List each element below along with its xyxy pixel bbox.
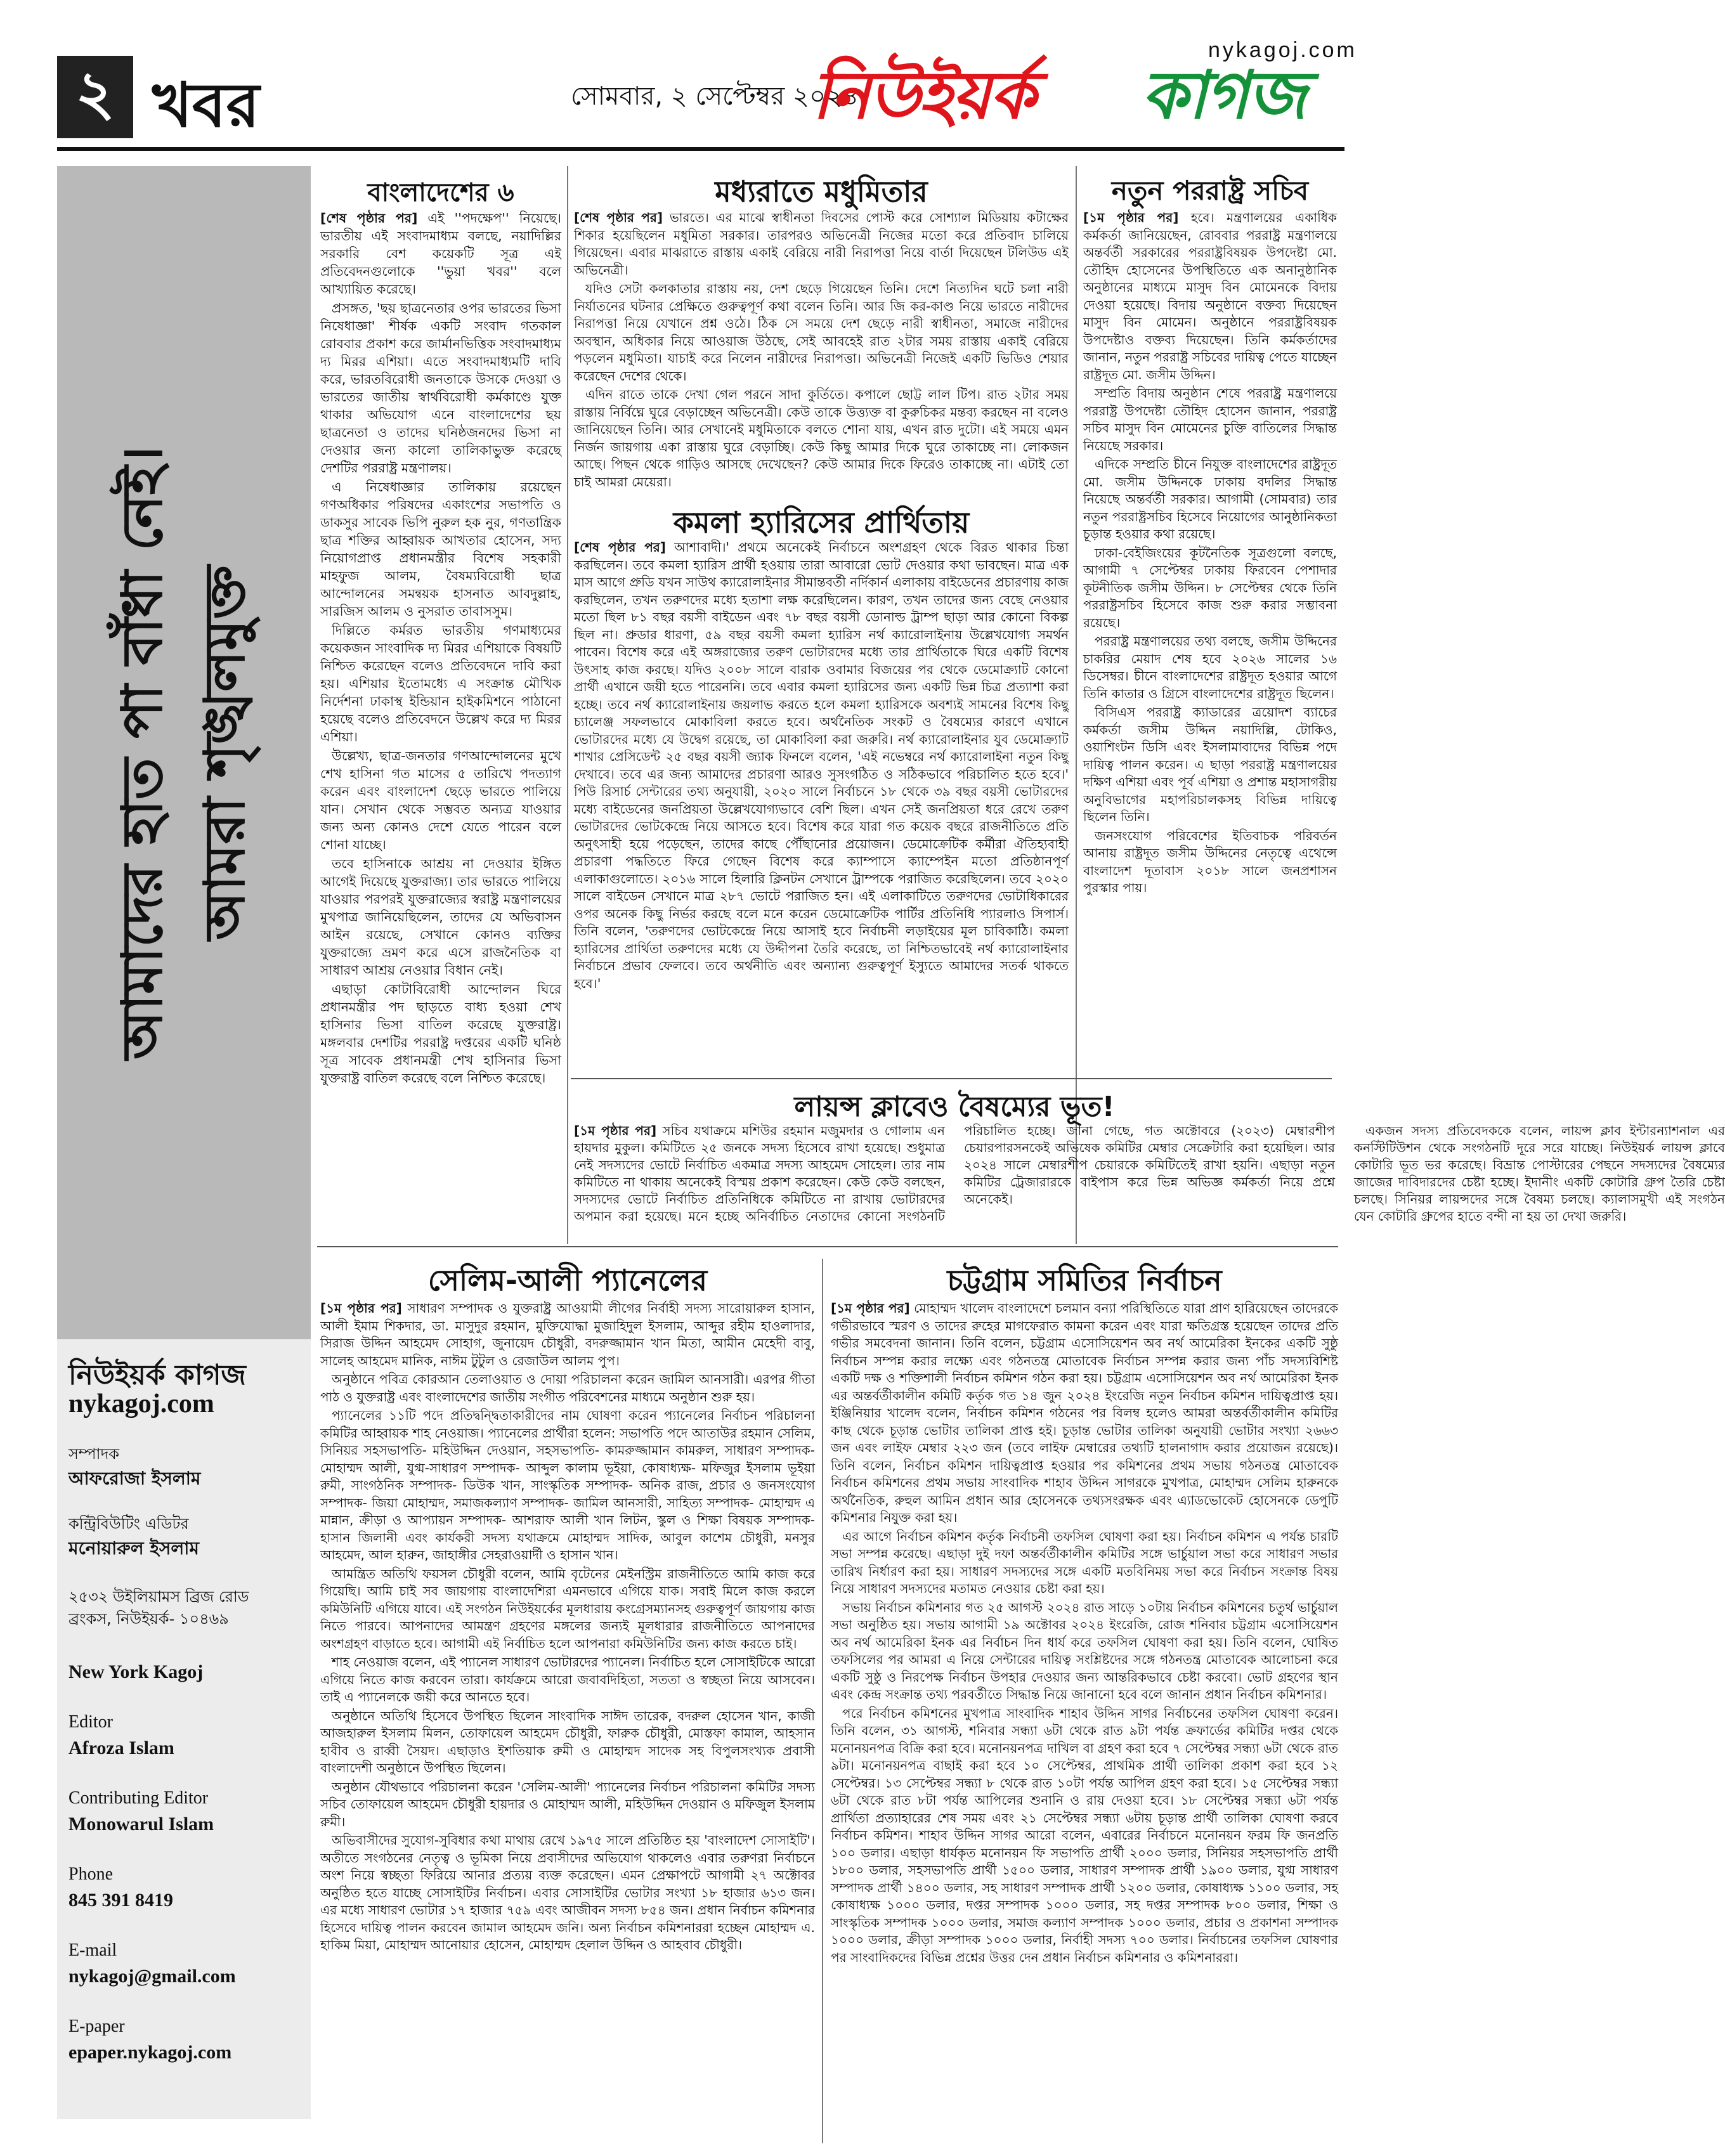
- article-lead: [শেষ পৃষ্ঠার পর]: [320, 211, 418, 226]
- slogan-wrap: [57, 166, 311, 1339]
- paragraph: উল্লেখ্য, ছাত্র-জনতার গণআন্দোলনের মুখে শেখ হাসিনা গত মাসের ৫ তারিখে পদত্যাগ করেন এবং বাংলাদেশ ছেড়ে ভারতে পালিয়ে যান। সেখান থেকে সম্ভবত অন্যত্র যাওয়ার জন্য অন্য কোনও দেশে যেতে পারেন বলে শোনা যাচ্ছে।: [320, 748, 561, 852]
- contrib-label: Contributing Editor: [68, 1788, 209, 1808]
- editor-label-bn: সম্পাদক: [68, 1445, 120, 1463]
- paragraph: সম্প্রতি বিদায় অনুষ্ঠান শেষে পররাষ্ট্র মন্ত্রণালয়ে পররাষ্ট্র উপদেষ্টা তৌহিদ হোসেন জানান, পররাষ্ট্র সচিব মাসুদ বিন মোমেনের চুক্তি বাতিলের সিদ্ধান্ত নিয়েছে সরকার।: [1083, 386, 1337, 453]
- paragraph: সচিব যথাক্রমে মশিউর রহমান মজুমদার ও গোলাম এন হায়দার মুকুল। কমিটিতে ২৫ জনকে সদস্য হিসেবে রাখা হয়েছে। শুধুমাত্র নেই সদস্যদের ভোটে নির্বাচিত একমাত্র সদস্য আহমেদ সোহেল। তার নাম কমিটিতে না থাকায় অনেকেই বিস্ময় প্রকাশ করেছেন। কেউ কেউ বলছেন, সদস্যদের ভোটে নির্বাচিত প্রতিনিধিকে কমিটিতে না রাখায় ভোটারদের অপমান করা হয়েছে। মনে হচ্ছে অনির্বাচিত নেতাদের কোনো সংগঠনটি পরিচালিত হচ্ছে। জানা গেছে, গত অক্টোবরে (২০২৩) মেম্বারশীপ চেয়ারপারসনকেই অভিষেক কমিটির মেম্বার সেক্রেটারি করা হয়েছিল। আর ২০২৪ সালে মেম্বারশীপ চেয়ারকে কমিটিতেই রাখা হয়নি। এছাড়া নতুন কমিটির ট্রেজারারকে বাইপাস করে ভিন্ন অভিজ্ঞ কর্মকর্তা নিয়ে প্রশ্নে অনেকেই।: [574, 1123, 1335, 1224]
- paragraph: এছাড়া কোটাবিরোধী আন্দোলন ঘিরে প্রধানমন্ত্রীর পদ ছাড়তে বাধ্য হওয়া শেখ হাসিনার ভিসা বাতিল করেছে যুক্তরাষ্ট্র। মঙ্গলবার দেশটির পররাষ্ট্র দপ্তরের একটি ঘনিষ্ঠ সূত্র সাবেক প্রধানমন্ত্রী শেখ হাসিনার ভিসা যুক্তরাষ্ট্র বাতিল করেছে বলে নিশ্চিত করেছে।: [320, 982, 561, 1086]
- phone-label: Phone: [68, 1864, 113, 1884]
- epaper-label: E-paper: [68, 2016, 125, 2036]
- editor-name-bn: আফরোজা ইসলাম: [68, 1468, 201, 1489]
- column-rule: [822, 1259, 823, 2143]
- paragraph: আশাবাদী।' প্রথমে অনেকেই নির্বাচনে অংশগ্রহণ থেকে বিরত থাকার চিন্তা করছিলেন। তবে কমলা হ্যারিস প্রার্থী হওয়ায় তারা আবারো ভোট দেওয়ার কথা ভাবছেন। মাত্র এক মাস আগে প্রুডি যখন সাউথ ক্যারোলাইনার সীমান্তবর্তী নর্দিকার্ন এলাকায় বাইডেনের প্রচারণায় কাজ করছিলেন, তখন তরুণদের মধ্যে হতাশা লক্ষ করেছিলেন। কারণ, তখন তাদের জন্য বেছে নেওয়ার মতো ছিল ৮১ বছর বয়সী বাইডেন এবং ৭৮ বছর বয়সী ডোনাল্ড ট্রাম্প ছাড়া আর কোনো বিকল্প ছিল না। প্রুডার ধারণা, ৫৯ বছর বয়সী কমলা হ্যারিস নর্থ ক্যারোলাইনায় উল্লেখযোগ্য সমর্থন পাবেন। বিশেষ করে এই অঙ্গরাজ্যের তরুণ ভোটারদের মধ্যে তার প্রার্থিতাকে ঘিরে একটি বিশেষ উৎসাহ কাজ করছে। যদিও ২০০৮ সালে বারাক ওবামার বিজয়ের পর থেকে ডেমোক্র্যাট কোনো প্রার্থী এখানে জয়ী হতে পারেননি। তবে এবার কমলা হ্যারিসের জন্য একটি ভিন্ন চিত্র প্রত্যাশা করা হচ্ছে। তবে নর্থ ক্যারোলাইনায় জয়লাভ করতে হলে কমলা হ্যারিসকে অবশ্যই সামনের বিশেষ কিছু চ্যালেঞ্জ সফলভাবে মোকাবিলা করতে হবে। অর্থনৈতিক সংকট ও বৈষম্যের কারণে এখানে ভোটারদের মধ্যে যে উদ্বেগ রয়েছে, তা মোকাবিলা করা জরুরি। নর্থ ক্যারোলাইনার যুব ডেমোক্র্যাট শাখার প্রেসিডেন্ট ২৫ বছর বয়সী জ্যাক ফিনলে বলেন, 'এই নভেম্বরে নর্থ ক্যারোলাইনা নতুন কিছু দেখাবে। তবে এর জন্য আমাদের প্রচারণা আরও সুসংগঠিত ও সঠিকভাবে পরিচালিত হতে হবে।' পিউ রিসার্চ সেন্টারের তথ্য অনুযায়ী, ২০২০ সালে নির্বাচনে ১৮ থেকে ৩৯ বছর বয়সী ভোটারদের মধ্যে বাইডেনের জনপ্রিয়তা উল্লেখযোগ্যভাবে বেশি ছিল। এখন সেই জনপ্রিয়তা ধরে রেখে তরুণ ভোটারদের ভোটকেন্দ্রে নিয়ে আসতে হবে। বিশেষ করে যারা গত কয়েক বছরে রাজনীতিতে প্রতি অনুৎসাহী হয়ে পড়েছেন, তাদের কাছে পৌঁছানোর প্রয়োজন। ডেমোক্রেটিক কর্মীরা ঐতিহ্যবাহী প্রচারণা পদ্ধতিতে ফিরে গেছেন বিশেষ করে ক্যাম্পাসে ক্যাম্পেইন মতো প্রতিষ্ঠানপূর্ণ এলাকাগুলোতে। ২০১৬ সালে হিলারি ক্লিনটন সেখানে ট্রাম্পকে পরাজিত করেছিলেন। তবে ২০২০ সালে বাইডেন সেখানে মাত্র ২৮৭ ভোটে পরাজিত হন। এই এলাকাটিতে তরুণদের ভোটাধিকারের ওপর অনেক কিছু নির্ভর করছে বলে মনে করেন ডেমোক্রেটিক পার্টির প্রতিনিধি প্যারলাও সিপার্স। তিনি বলেন, 'তরুণদের ভোটকেন্দ্রে নিয়ে আসাই হবে নির্বাচনী লড়াইয়ের মূল চাবিকাঠি। কমলা হ্যারিসের প্রার্থিতা তরুণদের মধ্যে যে উদ্দীপনা তৈরি করেছে, তা নিশ্চিতভাবেই নর্থ ক্যারোলাইনার নির্বাচনে প্রভাব ফেলবে। তবে অর্থনীতি এবং অন্যান্য গুরুত্বপূর্ণ ইস্যুতে আমাদের সতর্ক থাকতে হবে।': [574, 540, 1069, 991]
- paragraph: একজন সদস্য প্রতিবেদককে বলেন, লায়ন্স ক্লাব ইন্টারন্যাশনাল এর কনস্টিটিউশন থেকে সংগঠনটি দূরে সরে যাচ্ছে। নিউইয়র্ক লায়ন্স ক্লাবে কোটারি ভূত ভর করেছে। বিভ্রান্ত পোস্টারের পেছনে সদস্যদের বৈষম্যের জাজের দাবিদারদের চেষ্টা হচ্ছে। ইদানীং একটি কোটারি গ্রুপ তৈরি চেষ্টা চলছে। সিনিয়র লায়ন্সদের সঙ্গে বৈষম্য চলছে। ক্যালাসমুখী এই সংগঠন যেন কোটারি গ্রুপের হাতে বন্দী না হয় তা দেখা জরুরি।: [1354, 1123, 1725, 1224]
- article-bangladesh: [320, 209, 561, 1233]
- article-lead: [১ম পৃষ্ঠার পর]: [320, 1301, 402, 1316]
- slogan-line-2: আমরা শৃঙ্খলমুক্ত: [192, 565, 258, 940]
- email-address[interactable]: nykagoj@gmail.com: [68, 1966, 236, 1987]
- contrib-name-bn: মনোয়ারুল ইসলাম: [68, 1538, 199, 1559]
- paragraph: ঢাকা-বেইজিংয়ের কূটনৈতিক সূত্রগুলো বলছে, আগামী ৭ সেপ্টেম্বর ঢাকায় ফিরবেন পেশাদার কূটনীতিক জসীম উদ্দিন। ৮ সেপ্টেম্বর থেকে তিনি পররাষ্ট্রসচিব হিসেবে কাজ শুরু করার সম্ভাবনা রয়েছে।: [1083, 545, 1337, 630]
- paragraph: অভিবাসীদের সুযোগ-সুবিধার কথা মাথায় রেখে ১৯৭৫ সালে প্রতিষ্ঠিত হয় 'বাংলাদেশ সোসাইটি'। অতীতে সংগঠনের নেতৃত্ব ও ভূমিকা নিয়ে প্রবাসীদের অভিযোগ থাকলেও এবার তরুণরা নির্বাচনে অংশ নিয়ে স্বচ্ছতা ফিরিয়ে আনার প্রত্যয় ব্যক্ত করেছেন। এমন প্রেক্ষাপটে আগামী ২৭ অক্টোবর অনুষ্ঠিত হতে যাচ্ছে সোসাইটির নির্বাচন। এবার সোসাইটির ভোটার সংখ্যা ১৮ হাজার ৬১৩ জন। এর মধ্যে সাধারণ ভোটার ১৭ হাজার ৭৫৯ এবং আজীবন সদস্য ৮৫৪ জন। প্রধান নির্বাচন কমিশনার হিসেবে দায়িত্ব পালন করবেন জামাল আহমেদ জনি। অন্য নির্বাচন কমিশনাররা হচ্ছেন মোহাম্মদ এ. হাকিম মিয়া, মোহাম্মদ আনোয়ার হোসেন, মোহাম্মদ হেলাল উদ্দিন ও আহবাব চৌধুরী।: [320, 1833, 815, 1952]
- paragraph: হবে। মন্ত্রণালয়ের একাধিক কর্মকর্তা জানিয়েছেন, রোববার পররাষ্ট্র মন্ত্রণালয়ে অন্তর্বর্তী সরকারের পররাষ্ট্রবিষয়ক উপদেষ্টা মো. তৌহিদ হোসেনের উপস্থিতিতে এক অনানুষ্ঠানিক অনুষ্ঠানের মাধ্যমে মাসুদ বিন মোমেনকে বিদায় দেওয়া হয়েছে। বিদায় অনুষ্ঠানে বক্তব্য দিয়েছেন মাসুদ বিন মোমেন। অনুষ্ঠানে পররাষ্ট্রবিষয়ক উপদেষ্টাও বক্তব্য দিয়েছেন। তিনি কর্মকর্তাদের জানান, নতুন পররাষ্ট্র সচিবের দায়িত্ব পেতে যাচ্ছেন রাষ্ট্রদূত মো. জসীম উদ্দিন।: [1083, 210, 1337, 382]
- email-label: E-mail: [68, 1940, 117, 1960]
- section-title: খবর: [152, 70, 260, 141]
- paragraph: পররাষ্ট্র মন্ত্রণালয়ের তথ্য বলছে, জসীম উদ্দিনের চাকরির মেয়াদ শেষ হবে ২০২৬ সালের ১৬ ডিসেম্বর। চীনে বাংলাদেশের রাষ্ট্রদূত হওয়ার আগে তিনি কাতার ও গ্রিসে বাংলাদেশের রাষ্ট্রদূত ছিলেন।: [1083, 633, 1337, 701]
- article-chattogram: [831, 1300, 1338, 2143]
- paragraph: দিল্লিতে কর্মরত ভারতীয় গণমাধ্যমের কয়েকজন সাংবাদিক দ্য মিরর এশিয়াকে বিষয়টি নিশ্চিত করেছেন বলেও প্রতিবেদনে দাবি করা হয়। এশিয়ার ইতোমধ্যে এ সংক্রান্ত মৌখিক নির্দেশনা ঢাকাস্থ ইন্ডিয়ান হাইকমিশনে পাঠানো হয়েছে বলেও প্রতিবেদনে উল্লেখ করে দ্য মিরর এশিয়া।: [320, 623, 561, 744]
- paragraph: বিসিএস পররাষ্ট্র ক্যাডারের ত্রয়োদশ ব্যাচের কর্মকর্তা জসীম উদ্দিন নয়াদিল্লি, টোকিও, ওয়াশিংটন ডিসি এবং ইসলামাবাদের বিভিন্ন পদে দায়িত্ব পালন করেন। এ ছাড়া পররাষ্ট্র মন্ত্রণালয়ের দক্ষিণ এশিয়া এবং পূর্ব এশিয়া ও প্রশান্ত মহাসাগরীয় অনুবিভাগের মহাপরিচালকসহ বিভিন্ন দায়িত্বে ছিলেন তিনি।: [1083, 705, 1337, 824]
- paragraph: যদিও সেটা কলকাতার রাস্তায় নয়, দেশ ছেড়ে গিয়েছেন তিনি। দেশে নিত্যদিন ঘটে চলা নারী নির্যাতনের ঘটনার প্রেক্ষিতে গুরুত্বপূর্ণ কথা বলেন তিনি। আর জি কর-কাণ্ড নিয়ে ভারতে নারীদের নিরাপত্তা নিয়ে যেখানে প্রশ্ন ওঠে। ঠিক সে সময়ে দেশ ছেড়ে নারী স্বাধীনতা, সমাজে নারীদের অবস্থান, অধিকার নিয়ে আওয়াজ উঠছে, সেই আবহেই রাত ২টার সময় রাস্তায় একাই বেরিয়ে পড়লেন মধুমিতা। যাচাই করে নিলেন নারীদের নিরাপত্তা। অভিনেত্রী নিজেই একটি ভিডিও শেয়ার করেছেন দেশের থেকে।: [574, 281, 1069, 384]
- headline-kamala: কমলা হ্যারিসের প্রার্থিতায়: [673, 505, 970, 540]
- paragraph: মোহাম্মদ খালেদ বাংলাদেশে চলমান বন্যা পরিস্থিতিতে যারা প্রাণ হারিয়েছেন তাদেরকে গভীরভাবে স্মরণ ও তাদের রুহের মাগফেরাত কামনা করেন এবং যারা ক্ষতিগ্রস্ত হয়েছেন তাদের প্রতি গভীর সমবেদনা জানান। তিনি বলেন, চট্টগ্রাম এসোসিয়েশন অব নর্থ আমেরিকা ইনকের একটি সুষ্ঠু নির্বাচন সম্পন্ন করার লক্ষ্যে এবং গঠনতন্ত্র মোতাবেক নির্বাচন সম্পন্ন করার জন্য পাঁচ সদস্যবিশিষ্ট একটি দক্ষ ও শক্তিশালী নির্বাচন কমিশন গঠন করা হয়। চট্টগ্রাম এসোসিয়েশন অব নর্থ আমেরিকা ইনক এর অন্তর্বর্তীকালীন কমিটি কর্তৃক গত ১৪ জুন ২০২৪ ইংরেজি নতুন নির্বাচন কমিশন দায়িত্বপ্রাপ্ত হয়। ইঞ্জিনিয়ার খালেদ বলেন, নির্বাচন কমিশন গঠনের পর বিলম্ব হলেও আমরা অন্তর্বর্তীকালীন কমিটির কাছ থেকে চূড়ান্ত ভোটার তালিকা প্রাপ্ত হই। চূড়ান্ত ভোটার তালিকা অনুযায়ী ভোটার সংখ্যা ২৬৬৩ জন এবং লাইফ মেম্বার ২২৩ জন (তবে লাইফ মেম্বারের তথ্যটি হালনাগাদ করার প্রয়োজন রয়েছে)। তিনি বলেন, নির্বাচন কমিশন দায়িত্বপ্রাপ্ত হওয়ার পর কমিশনের প্রথম সভায় গঠনতন্ত্র মোতাবেক নির্বাচন কমিশনের প্রথম সভায় সাংবাদিক শাহাব উদ্দিন সাগরকে মুখপাত্র, মোহাম্মদ সেলিম হারুনকে অর্থনৈতিক, রুহুল আমিন প্রধান আর হোসেনকে তথ্যসংরক্ষক এবং এ্যাডভোকেট হোসেনকে ডেপুটি কমিশনার নিযুক্ত করা হয়।: [831, 1301, 1338, 1525]
- paragraph: এদিকে সম্প্রতি চীনে নিযুক্ত বাংলাদেশের রাষ্ট্রদূত মো. জসীম উদ্দিনকে ঢাকায় বদলির সিদ্ধান্ত নিয়েছে অন্তর্বর্তী সরকার। আগামী (সোমবার) তার নতুন পররাষ্ট্রসচিব হিসেবে নিয়োগের আনুষ্ঠানিকতা চূড়ান্ত হওয়ার কথা রয়েছে।: [1083, 457, 1337, 542]
- article-lions: [574, 1122, 1725, 1237]
- article-selim-ali: [320, 1300, 815, 2143]
- article-foreign-secretary: [1083, 209, 1337, 1072]
- slogan-line-1: আমাদের হাত পা বাঁধা নেই।: [110, 446, 176, 1060]
- issue-date: সোমবার, ২ সেপ্টেম্বর ২০২৪: [571, 82, 859, 111]
- paragraph: অনুষ্ঠানে পবিত্র কোরআন তেলাওয়াত ও দোয়া পরিচালনা করেন জামিল আনসারী। এরপর গীতা পাঠ ও যুক্তরাষ্ট্র এবং বাংলাদেশের জাতীয় সংগীত পরিবেশনের মাধ্যমে অনুষ্ঠান শুরু হয়।: [320, 1372, 815, 1405]
- masthead-logo-part2: কাগজ: [1142, 56, 1306, 134]
- section-divider: [317, 1246, 1338, 1247]
- article-lead: [১ম পৃষ্ঠার পর]: [1083, 210, 1179, 225]
- paragraph: পরে নির্বাচন কমিশনের মুখপাত্র সাংবাদিক শাহাব উদ্দিন সাগর নির্বাচনের তফসিল ঘোষণা করেন। তিনি বলেন, ৩১ আগস্ট, শনিবার সন্ধ্যা ৬টা থেকে রাত ৯টা পর্যন্ত ক্রফার্ডের কমিটির দপ্তর থেকে মনোনয়নপত্র বিক্রি করা হবে। মনোনয়নপত্র দাখিল বা গ্রহণ করা হবে ৭ সেপ্টেম্বর সন্ধ্যা ৬টা থেকে রাত ৯টা। মনোনয়নপত্র বাছাই করা হবে ১০ সেপ্টেম্বর, প্রাথমিক প্রার্থী তালিকা প্রকাশ করা হবে ১২ সেপ্টেম্বর। ১৩ সেপ্টেম্বর সন্ধ্যা ৮ থেকে রাত ১০টা পর্যন্ত আপিল গ্রহণ করা হবে। ১৫ সেপ্টেম্বর সন্ধ্যা ৬টা থেকে রাত ৮টা পর্যন্ত আপিলের শুনানি ও রায় দেওয়া হবে। ১৮ সেপ্টেম্বর সন্ধ্যা ৬টা পর্যন্ত প্রার্থিতা প্রত্যাহারের শেষ সময় এবং ২১ সেপ্টেম্বর সন্ধ্যা ৬টায় চূড়ান্ত প্রার্থী তালিকা ঘোষণা করবে নির্বাচন কমিশন। শাহাব উদ্দিন সাগর আরো বলেন, এবারের নির্বাচনে মনোনয়ন ফরম ফি জনপ্রতি ১০০ ডলার। এছাড়া ধার্যকৃত মনোনয়ন ফি সভাপতি প্রার্থী ২০০০ ডলার, সিনিয়র সহসভাপতি প্রার্থী ১৮০০ ডলার, সহসভাপতি প্রার্থী ১৫০০ ডলার, সাধারণ সম্পাদক প্রার্থী ১৯০০ ডলার, যুগ্ম সাধারণ সম্পাদক প্রার্থী ১৪০০ ডলার, সহ সাধারণ সম্পাদক প্রার্থী ১২০০ ডলার, কোষাধ্যক্ষ ১১০০ ডলার, সহ কোষাধ্যক্ষ ১০০০ ডলার, দপ্তর সম্পাদক ১০০০ ডলার, সহ দপ্তর সম্পাদক ৮০০ ডলার, শিক্ষা ও সাংস্কৃতিক সম্পাদক ১০০০ ডলার, সমাজ কল্যাণ সম্পাদক ১০০০ ডলার, প্রচার ও প্রকাশনা সম্পাদক ১০০০ ডলার, ক্রীড়া সম্পাদক ১০০০ ডলার, নির্বাহী সদস্য ৭০০ ডলার। নির্বাচনের তফসিল ঘোষণার পর সাংবাদিকদের বিভিন্ন প্রশ্নের উত্তর দেন প্রধান নির্বাচন কমিশনার ও কমিশনাররা।: [831, 1705, 1338, 1965]
- article-lead: [শেষ পৃষ্ঠার পর]: [574, 210, 663, 225]
- article-madhumita: [574, 209, 1069, 488]
- page-number: ২: [57, 56, 133, 138]
- address-line-1: ২৫৩২ উইলিয়ামস ব্রিজ রোড: [68, 1588, 249, 1606]
- masthead-logo-part1: নিউইয়র্ক: [812, 56, 1034, 134]
- headline-lions: লায়ন্স ক্লাবেও বৈষম্যের ভূত!: [794, 1091, 1115, 1123]
- paragraph: আমন্ত্রিত অতিথি ফয়সল চৌধুরী বলেন, আমি বৃটেনের মেইনস্ট্রিম রাজনীতিতে আমি কাজ করে গিয়েছি। আমি চাই সব জায়গায় বাংলাদেশিরা এমনভাবে এগিয়ে যাক। সবাই মিলে কাজ করলে কমিউনিটি এগিয়ে যাবে। এই সংগঠন নিউইয়র্কের মূলধারায় কংগ্রেসম্যানসহ গুরুত্বপূর্ণ জায়গায় কাজ নিতে পারবে। আপনাদের আমন্ত্রণ গ্রহণের মঙ্গলের জন্যই মূলধারার রাজনীতিতে আপনাদের অংশগ্রহণ বাড়াতে হবে। আগামী এই নির্বাচিত হলে আপনারা কমিউনিটির জন্য কাজ করতে চাই।: [320, 1566, 815, 1651]
- phone-number: 845 391 8419: [68, 1890, 173, 1911]
- paragraph: এ নিষেধাজ্ঞার তালিকায় রয়েছেন গণঅধিকার পরিষদের একাংশের সভাপতি ও ডাকসুর সাবেক ভিপি নুরুল হক নুর, গণতান্ত্রিক ছাত্র শক্তির আহ্বায়ক আখতার হোসেন, সদ্য নিয়োগপ্রাপ্ত প্রধানমন্ত্রীর বিশেষ সহকারী মাহফুজ আলম, বৈষম্যবিরোধী ছাত্র আন্দোলনের সমন্বয়ক হাসনাত আবদুল্লাহ, সারজিস আলম ও নুসরাত তাবাসসুম।: [320, 479, 561, 619]
- headline-foreign-secretary: নতুন পররাষ্ট্র সচিব: [1111, 175, 1309, 206]
- slogan: [101, 446, 266, 1059]
- paragraph: অনুষ্ঠানে অতিথি হিসেবে উপস্থিত ছিলেন সাংবাদিক সাঈদ তারেক, বদরুল হোসেন খান, কাজী আজহারুল ইসলাম মিলন, তোফায়েল আহমেদ চৌধুরী, ফারুক চৌধুরী, মোস্তফা কামাল, আহসান হাবীব ও রাব্বী সৈয়দ। এছাড়াও ইশতিয়াক রুমী ও মোহাম্মদ সাদেক সহ বিপুলসংখ্যক প্রবাসী বাংলাদেশী অনুষ্ঠানে উপস্থিত ছিলেন।: [320, 1708, 815, 1776]
- header-divider: [57, 147, 1344, 151]
- paragraph: শাহ নেওয়াজ বলেন, এই প্যানেল সাধারণ ভোটারদের প্যানেল। নির্বাচিত হলে সোসাইটিকে আরো এগিয়ে নিতে কাজ করবেন তারা। কার্যক্রমে আরো জবাবদিহিতা, সততা ও স্বচ্ছতা নিয়ে আসবেন। তাই এ প্যানেলকে জয়ী করে আনতে হবে।: [320, 1654, 815, 1705]
- paragraph: প্যানেলের ১১টি পদে প্রতিদ্বন্দ্বিতাকারীদের নাম ঘোষণা করেন প্যানেলের নির্বাচন পরিচালনা কমিটির আহ্বায়ক শাহ নেওয়াজ। প্যানেলের প্রার্থীরা হলেন: সভাপতি পদে আতাউর রহমান সেলিম, সিনিয়র সহসভাপতি- মহিউদ্দিন দেওয়ান, সহসভাপতি- কামরুজ্জামান কামরুল, সাধারণ সম্পাদক- মোহাম্মদ আলী, যুগ্ম-সাধারণ সম্পাদক- আব্দুল কালাম ভূইয়া, কোষাধ্যক্ষ- মফিজুর ইসলাম ভূইয়া রুমী, সাংগঠনিক সম্পাদক- ডিউক খান, সাংস্কৃতিক সম্পাদক- অনিক রাজ, প্রচার ও জনসংযোগ সম্পাদক- জিয়া মোহাম্মদ, সমাজকল্যাণ সম্পাদক- জামিল আনসারী, সাহিত্য সম্পাদক- মোহাম্মদ এ মান্নান, ক্রীড়া ও আপ্যায়ন সম্পাদক- আশরাফ আলী খান লিটন, স্কুল ও শিক্ষা বিষয়ক সম্পাদক- হাসান জিলানী এবং কার্যকরী সদস্য যথাক্রমে মোহাম্মদ সাদিক, আবুল কাশেম চৌধুরী, মনসুর আহমেদ, আল হারুন, জাহাঙ্গীর সেহরাওয়ার্দী ও হাসান খান।: [320, 1408, 815, 1562]
- column-rule: [1076, 166, 1077, 1244]
- contrib-label-bn: কন্ট্রিবিউটিং এডিটর: [68, 1515, 189, 1533]
- article-kamala: [574, 539, 1069, 1068]
- epaper-link[interactable]: epaper.nykagoj.com: [68, 2042, 232, 2063]
- paragraph: সভায় নির্বাচন কমিশনার গত ২৫ আগস্ট ২০২৪ রাত সাড়ে ১০টায় নির্বাচন কমিশনের চতুর্থ ভার্চুয়াল সভা অনুষ্ঠিত হয়। সভায় আগামী ১৯ অক্টোবর ২০২৪ ইংরেজি, রোজ শনিবার চট্টগ্রাম এসোসিয়েশন অব নর্থ আমেরিকা ইনক এর নির্বাচন দিন ধার্য করে তফসিল ঘোষণা করা হয়। তিনি বলেন, ঘোষিত তফসিলের পর আমরা এ নিয়ে সেন্টারের দায়িত্ব সংশ্লিষ্টদের সঙ্গে গঠনতন্ত্র মোতাবেক আলোচনা করে একটি সুষ্ঠু ও নিরপেক্ষ নির্বাচন উপহার দেওয়ার জন্য আন্তরিকভাবে চেষ্টা করবো। ভোট গ্রহণের স্থান এবং কেন্দ্র সংক্রান্ত তথ্য পরবর্তীতে সিদ্ধান্ত নিয়ে জানানো হবে বলে জানান প্রধান নির্বাচন কমিশনার।: [831, 1599, 1338, 1702]
- article-lead: [শেষ পৃষ্ঠার পর]: [574, 540, 666, 555]
- paragraph: ভারতে। এর মাঝে স্বাধীনতা দিবসের পোস্ট করে সোশ্যাল মিডিয়ায় কটাক্ষের শিকার হয়েছিলেন মধুমিতা সরকার। তারপরও অভিনেত্রী নিজের মতো করে প্রতিবাদ চালিয়ে গিয়েছেন। এবার মাঝরাতে রাস্তায় একাই বেরিয়ে নারী নিরাপত্তা নিয়ে বার্তা দিয়েছেন টলিউড এই অভিনেত্রী।: [574, 210, 1069, 278]
- paper-site[interactable]: nykagoj.com: [68, 1389, 214, 1419]
- paper-name-en: New York Kagoj: [68, 1661, 204, 1682]
- paragraph: সাধারণ সম্পাদক ও যুক্তরাষ্ট্র আওয়ামী লীগের নির্বাহী সদস্য সারোয়ারুল হাসান, আলী ইমাম শিকদার, ডা. মাসুদুর রহমান, মুক্তিযোদ্ধা মুজাহিদুল ইসলাম, আব্দুর রহীম হাওলাদার, সিরাজ উদ্দিন আহমেদ সোহাগ, জুনায়েদ চৌধুরী, বদরুজ্জামান খান মিতা, আমীন মেহেদী বাবু, সালেহ আহমেদ মানিক, নাঈম টুটুল ও রেজাউল আলম পুপ।: [320, 1301, 816, 1368]
- paragraph: অনুষ্ঠান যৌথভাবে পরিচালনা করেন 'সেলিম-আলী' প্যানেলের নির্বাচন পরিচালনা কমিটির সদস্য সচিব তোফায়েল আহমেদ চৌধুরী হায়দার ও মোহাম্মদ আলী, মহিউদ্দিন দেওয়ান ও মফিজুল ইসলাম রুমী।: [320, 1779, 815, 1829]
- editor-label: Editor: [68, 1712, 113, 1732]
- address-line-2: ব্রংকস, নিউইয়র্ক- ১০৪৬৯: [68, 1610, 229, 1628]
- article-lead: [১ম পৃষ্ঠার পর]: [574, 1123, 657, 1138]
- paragraph: এর আগে নির্বাচন কমিশন কর্তৃক নির্বাচনী তফসিল ঘোষণা করা হয়। নির্বাচন কমিশন এ পর্যন্ত চারটি সভা সম্পন্ন করেছে। এছাড়া দুই দফা অন্তর্বর্তীকালীন কমিটির সঙ্গে ভার্চুয়াল সভা করে সাধারণ সভার তারিখ নির্ধারণ করা হয়। সাধারণ সদস্যদের সঙ্গে একটি মতবিনিময় সভা করে নির্বাচন সংক্রান্ত বিষয় নিয়ে সাধারণ সদস্যদের মতামত নেওয়ার চেষ্টা করা হয়।: [831, 1528, 1338, 1596]
- article-lead: [১ম পৃষ্ঠার পর]: [831, 1301, 910, 1316]
- site-domain: nykagoj.com: [1208, 38, 1357, 62]
- column-rule: [567, 166, 568, 1244]
- paragraph: তবে হাসিনাকে আশ্রয় না দেওয়ার ইঙ্গিত আগেই দিয়েছে যুক্তরাজ্য। তার ভারতে পালিয়ে যাওয়ার পরপরই যুক্তরাজ্যের স্বরাষ্ট্র মন্ত্রণালয়ের মুখপাত্র জানিয়েছিলেন, তাদের যে অভিবাসন আইন রয়েছে, সেখানে কোনও ব্যক্তির যুক্তরাজ্যে ভ্রমণ করে এসে রাজনৈতিক বা সাধারণ আশ্রয় নেওয়ার বিধান নেই।: [320, 856, 561, 978]
- paper-name-bn: নিউইয়র্ক কাগজ: [68, 1359, 246, 1391]
- paragraph: এদিন রাতে তাকে দেখা গেল পরনে সাদা কুর্তিতে। কপালে ছোট্ট লাল টিপ। রাত ২টার সময় রাস্তায় নির্বিঘ্নে ঘুরে বেড়াচ্ছেন অভিনেত্রী। কেউ তাকে উত্ত্যক্ত বা কুরুচিকর মন্তব্য করছেন না বলেও জানিয়েছেন তিনি। আর সেখানেই মধুমিতাকে বলতে শোনা যায়, এখন রাত দুটো। এই সময়ে এমন নির্জন জায়গায় একা রাস্তায় ঘুরে বেড়াচ্ছি। কেউ কিছু আমার দিকে ঘুরে তাকাচ্ছে না। লোকজন আছে। পিছন থেকে গাড়িও আসছে দেখেছেন? কেউ আমার দিকে ফিরেও তাকাচ্ছে না। এটাই তো চাই আমরা মেয়েরা।: [574, 387, 1069, 490]
- headline-chattogram: চট্টগ্রাম সমিতির নির্বাচন: [947, 1263, 1222, 1297]
- paragraph: এই ''পদক্ষেপ'' নিয়েছে। ভারতীয় এই সংবাদমাধ্যম বলছে, নয়াদিল্লির সরকারি বেশ কয়েকটি সূত্র এই প্রতিবেদনগুলোকে ''ভুয়া খবর'' বলে আখ্যায়িত করেছে।: [320, 211, 561, 297]
- section-divider: [571, 1078, 1332, 1079]
- headline-selim-ali: সেলিম-আলী প্যানেলের: [427, 1263, 708, 1297]
- headline-madhumita: মধ্যরাতে মধুমিতার: [715, 174, 928, 209]
- contrib-name: Monowarul Islam: [68, 1814, 214, 1835]
- paragraph: জনসংযোগ পরিবেশের ইতিবাচক পরিবর্তন আনায় রাষ্ট্রদূত জসীম উদ্দিনের নেতৃত্বে এথেন্সে বাংলাদেশ দূতাবাস ২০১৮ সালে জনপ্রশাসন পুরস্কার পায়।: [1083, 828, 1337, 895]
- headline-bangladesh: বাংলাদেশের ৬: [367, 178, 514, 207]
- paragraph: প্রসঙ্গত, 'ছয় ছাত্রনেতার ওপর ভারতের ভিসা নিষেধাজ্ঞা' শীর্ষক একটি সংবাদ গতকাল রোববার প্রকাশ করে জার্মানভিত্তিক সংবাদমাধ্যম দ্য মিরর এশিয়া। এতে সংবাদমাধ্যমটি দাবি করে, ভারতবিরোধী জনতাকে উসকে দেওয়া ও ভারতের জাতীয় স্বার্থবিরোধী কর্মকাণ্ডে যুক্ত থাকার অভিযোগ এনে বাংলাদেশের ছয় ছাত্রনেতা ও তাদের ঘনিষ্ঠজনদের ভিসা না দেওয়ার জন্য কালো তালিকাভুক্ত করেছে দেশটির পররাষ্ট্র মন্ত্রণালয়।: [320, 301, 561, 476]
- editor-name: Afroza Islam: [68, 1737, 174, 1758]
